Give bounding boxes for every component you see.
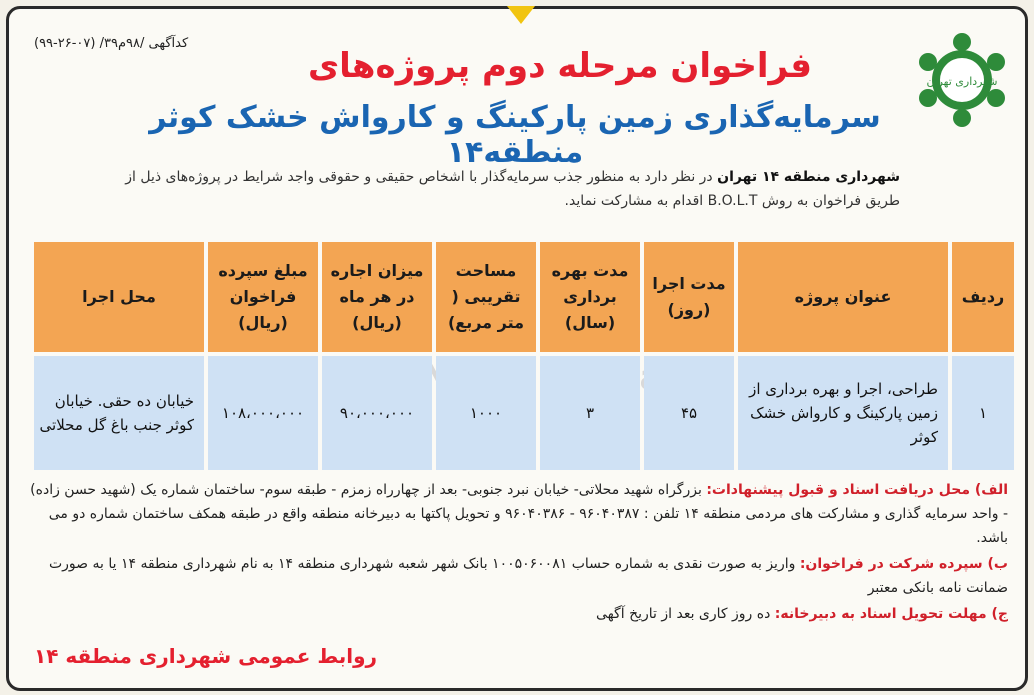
section-a-label: الف) محل دریافت اسناد و قبول پیشنهادات: <box>706 482 1008 498</box>
cell-monthly-rent: ۹۰،۰۰۰،۰۰۰ <box>322 356 432 470</box>
cell-area: ۱۰۰۰ <box>436 356 536 470</box>
cell-deposit: ۱۰۸،۰۰۰،۰۰۰ <box>208 356 318 470</box>
section-a <box>30 478 1008 550</box>
header-deposit: مبلغ سپرده فراخوان (ریال) <box>208 242 318 352</box>
header-execution-period: مدت اجرا (روز) <box>644 242 734 352</box>
intro-text: در نظر دارد به منظور جذب سرمایه‌گذار با اشخاص حقیقی و حقوقی واجد شرایط در پروژه‌های ذیل از طریق فراخوان به روش B.O.L.T اقدام به مشارکت نماید. <box>125 169 900 209</box>
section-b <box>30 552 1008 600</box>
header-row-number: ردیف <box>952 242 1014 352</box>
header-area: مساحت تقریبی ( متر مربع) <box>436 242 536 352</box>
cell-operation-period: ۳ <box>540 356 640 470</box>
section-c-label: ج) مهلت تحویل اسناد به دبیرخانه: <box>774 606 1008 622</box>
cell-execution-period: ۴۵ <box>644 356 734 470</box>
section-a-text: بزرگراه شهید محلاتی- خیابان نبرد جنوبی- بعد از چهارراه زمزم - طبقه سوم- ساختمان شماره یک (شهید حسن زاده) - واحد سرمایه گذاری و مشارکت های مردمی منطقه ۱۴ تلفن : ۹۶۰۴۰۳۸۷ - ۹۶۰۴۰۳۸۶ و تحویل پاکتها به دبیرخانه منطقه واقع در طبقه همکف ساختمان شماره دو می باشد. <box>30 482 1008 546</box>
top-marker <box>507 6 535 24</box>
title-line-1: فراخوان مرحله دوم پروژه‌های <box>308 46 812 86</box>
header-monthly-rent: میزان اجاره در هر ماه (ریال) <box>322 242 432 352</box>
header-location: محل اجرا <box>34 242 204 352</box>
cell-row-number: ۱ <box>952 356 1014 470</box>
section-c-text: ده روز کاری بعد از تاریخ آگهی <box>595 606 775 622</box>
logo-text: شهرداری تهران <box>926 75 998 88</box>
title-line-2: سرمایه‌گذاری زمین پارکینگ و کارواش خشک کوثر منطقه۱۴ <box>149 100 881 170</box>
projects-table <box>30 238 1018 474</box>
cell-location: خیابان ده حقی. خیابان کوثر جنب باغ گل محلاتی <box>34 356 204 470</box>
section-b-label: ب) سپرده شرکت در فراخوان: <box>799 556 1008 572</box>
conditions-section <box>30 478 1008 628</box>
intro-paragraph <box>110 165 900 213</box>
section-b-text: واریز به صورت نقدی به شماره حساب ۱۰۰۵۰۶۰۰۸۱ بانک شهر شعبه شهرداری منطقه ۱۴ به نام شهرداری منطقه ۱۴ یا به صورت ضمانت نامه بانکی معتبر <box>48 556 1008 596</box>
cell-project-title: طراحی، اجرا و بهره برداری از زمین پارکینگ و کارواش خشک کوثر <box>738 356 948 470</box>
section-c <box>30 602 1008 626</box>
table-row <box>34 356 1014 470</box>
public-relations-signature: روابط عمومی شهرداری منطقه ۱۴ <box>34 644 378 668</box>
table-header-row <box>34 242 1014 352</box>
municipality-logo <box>918 32 1006 128</box>
header-operation-period: مدت بهره برداری (سال) <box>540 242 640 352</box>
intro-bold: شهرداری منطقه ۱۴ تهران <box>717 169 900 185</box>
header-project-title: عنوان پروژه <box>738 242 948 352</box>
ad-code: کدآگهی /۹۸م۳۹/ (۰۷-۲۶-۹۹) <box>34 36 189 51</box>
